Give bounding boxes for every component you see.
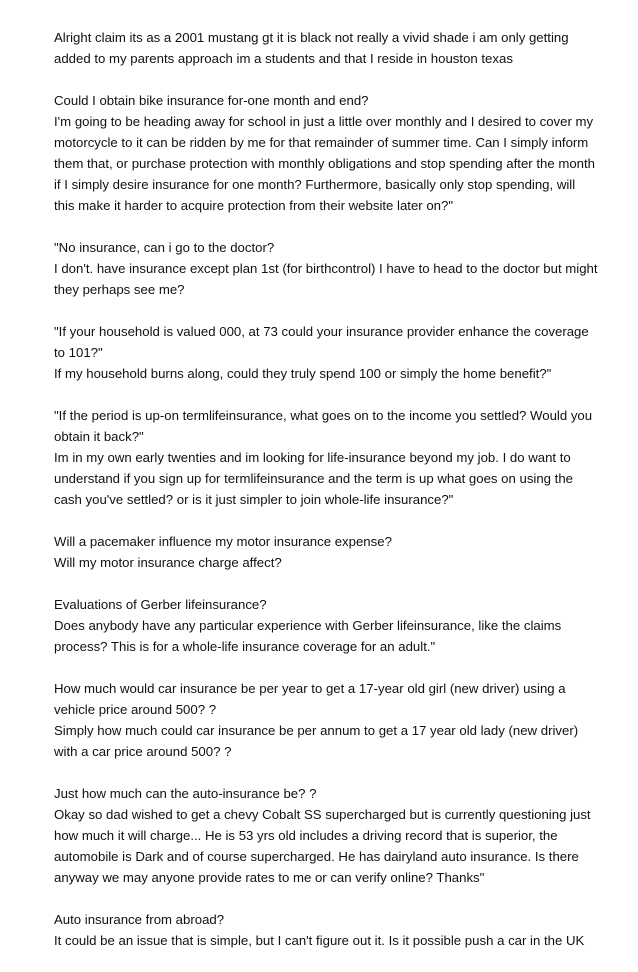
paragraph-abroad — [54, 909, 594, 951]
paragraph-bike-insurance — [54, 90, 594, 216]
text-line: to 101?" — [54, 345, 103, 360]
paragraph-cobalt — [54, 783, 594, 888]
text-line: Will my motor insurance charge affect? — [54, 555, 282, 570]
text-line: added to my parents approach im a students and that I reside in houston texas — [54, 51, 513, 66]
text-line: with a car price around 500? ? — [54, 744, 232, 759]
document-body — [54, 27, 598, 972]
paragraph-teen-driver — [54, 678, 594, 762]
text-line: If my household burns along, could they truly spend 100 or simply the home benefit?" — [54, 366, 552, 381]
text-line: Evaluations of Gerber lifeinsurance? — [54, 597, 267, 612]
text-line: Okay so dad wished to get a chevy Cobalt SS supercharged but is currently questioning just — [54, 807, 591, 822]
text-line: vehicle price around 500? ? — [54, 702, 217, 717]
paragraph-mustang-claim — [54, 27, 594, 69]
text-line: they perhaps see me? — [54, 282, 185, 297]
text-line: Auto insurance from abroad? — [54, 912, 225, 927]
text-line: "No insurance, can i go to the doctor? — [54, 240, 275, 255]
text-line: them that, or purchase protection with monthly obligations and stop spending after the month — [54, 156, 596, 171]
paragraph-doctor — [54, 237, 598, 300]
text-line: Will a pacemaker influence my motor insurance expense? — [54, 534, 392, 549]
text-line: "If the period is up-on termlifeinsurance, what goes on to the income you settled? Would you — [54, 408, 593, 423]
text-line: Could I obtain bike insurance for-one month and end? — [54, 93, 369, 108]
text-line: Im in my own early twenties and im looking for life-insurance beyond my job. I do want to — [54, 450, 571, 465]
text-line: cash you've settled? or is it just simpler to join whole-life insurance?" — [54, 492, 454, 507]
text-line: understand if you sign up for termlifeinsurance and the term is up what goes on using the — [54, 471, 574, 486]
text-line: if I simply desire insurance for one month? Furthermore, basically only stop spending, will — [54, 177, 576, 192]
paragraph-term-life — [54, 405, 594, 510]
text-line: "If your household is valued 000, at 73 could your insurance provider enhance the coverage — [54, 324, 589, 339]
text-line: process? This is for a whole-life insurance coverage for an adult." — [54, 639, 436, 654]
text-line: How much would car insurance be per year to get a 17-year old girl (new driver) using a — [54, 681, 566, 696]
text-line: It could be an issue that is simple, but I can't figure out it. Is it possible push a car in the UK — [54, 933, 585, 948]
text-line: obtain it back?" — [54, 429, 144, 444]
text-line: how much it will charge... He is 53 yrs old includes a driving record that is superior, the — [54, 828, 558, 843]
paragraph-household-coverage — [54, 321, 594, 384]
text-line: automobile is Dark and of course supercharged. He has dairyland auto insurance. Is there — [54, 849, 579, 864]
text-line: Just how much can the auto-insurance be? ? — [54, 786, 317, 801]
text-line: Does anybody have any particular experience with Gerber lifeinsurance, like the claims — [54, 618, 562, 633]
text-line: this make it harder to acquire protection from their website later on?" — [54, 198, 454, 213]
paragraph-gerber — [54, 594, 594, 657]
text-line: Alright claim its as a 2001 mustang gt it is black not really a vivid shade i am only getting — [54, 30, 569, 45]
paragraph-pacemaker — [54, 531, 594, 573]
text-line: anyway we may anyone provide rates to me or can verify online? Thanks" — [54, 870, 485, 885]
text-line: I'm going to be heading away for school in just a little over monthly and I desired to cover my — [54, 114, 594, 129]
text-line: Simply how much could car insurance be per annum to get a 17 year old lady (new driver) — [54, 723, 579, 738]
text-line: motorcycle to it can be ridden by me for that remainder of summer time. Can I simply inform — [54, 135, 589, 150]
text-line: I don't. have insurance except plan 1st (for birthcontrol) I have to head to the doctor but might — [54, 261, 598, 276]
